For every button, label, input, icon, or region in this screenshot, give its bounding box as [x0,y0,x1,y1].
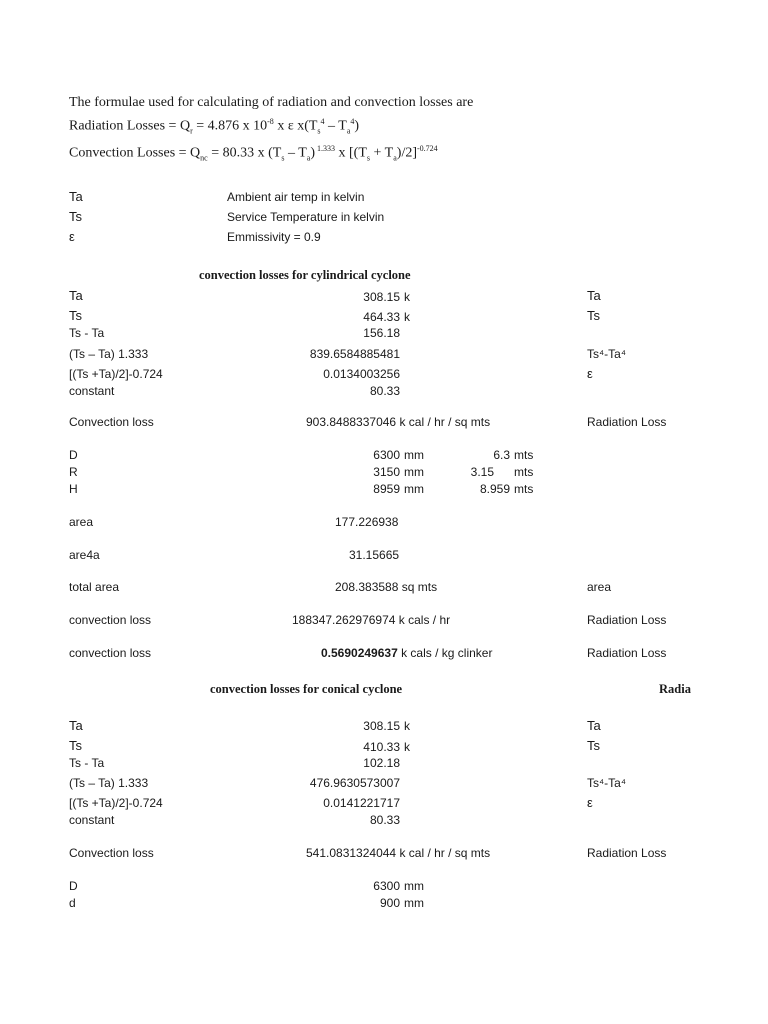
definition-description: Emmissivity = 0.9 [227,230,321,244]
dim-value: 6300 [373,879,400,893]
radiation-formula-prefix: Radiation Losses = Q [69,118,191,134]
row-label: [(Ts +Ta)/2]-0.724 [69,796,163,810]
convection-loss-unit: k cal / hr / sq mts [399,415,491,429]
convection-formula-text: – T [284,145,307,161]
row-value: 80.33 [369,384,400,398]
convection-formula-sub: a [306,153,311,163]
radiation-formula-text: x ε x(T [273,118,318,134]
row-label: (Ts – Ta) 1.333 [69,347,149,361]
radiation-loss-label: Radiation Loss [587,613,667,627]
row-unit: k [404,719,410,733]
dim-value: 6300 [373,448,400,462]
are4a-label: are4a [69,548,100,562]
total-area-value [335,580,437,594]
definition-symbol: Ts [69,209,82,224]
definition-description: Ambient air temp in kelvin [227,190,365,204]
radiation-formula-exp: 4 [320,117,325,126]
dim-unit: mm [404,896,424,910]
radiation-formula-exp: 4 [350,117,355,126]
radiation-loss-label: Radiation Loss [587,646,667,660]
dim-label: D [69,448,78,462]
row-unit: k [404,310,410,324]
convection-loss-kg-unit: k cals / kg clinker [401,646,493,660]
convection-formula-text: = 80.33 x (T [207,145,282,161]
right-label: ε [587,366,593,381]
convection-loss-number: 903.8488337046 [306,415,397,429]
radiation-formula-exp: -8 [267,117,274,126]
convection-loss-kg-number: 0.5690249637 [321,646,398,660]
radiation-formula-sub: r [190,126,193,136]
row-value: 308.15 [363,290,400,304]
section-title-conical: convection losses for conical cyclone [210,682,403,696]
convection-formula-text: ) [310,145,316,161]
convection-loss-kg-value [321,646,492,660]
right-label: Ts⁴-Ta⁴ [587,776,626,790]
intro-line: The formulae used for calculating of radiation and convection losses are [69,95,474,110]
convection-loss-kg-label: convection loss [69,646,152,660]
convection-formula-prefix: Convection Losses = Q [69,145,201,161]
convection-loss-label: Convection loss [69,415,154,429]
are4a-value: 31.15665 [349,548,400,562]
convection-loss-hr-number: 188347.262976974 [292,613,396,627]
convection-formula-text: x [(T [335,145,367,161]
area-value: 177.226938 [335,515,399,529]
dim-value: 900 [379,896,400,910]
row-value: 839.6584885481 [309,347,400,361]
radiation-formula-text: – T [324,118,347,134]
total-area-number: 208.383588 [335,580,399,594]
row-label: (Ts – Ta) 1.333 [69,776,149,790]
dim-unit: mm [404,448,424,462]
right-label: Ta [587,288,601,303]
section-title-cylindrical: convection losses for cylindrical cyclone [199,268,411,282]
total-area-unit: sq mts [401,580,438,594]
dim-label: d [69,896,76,910]
right-label: Ts [587,308,600,323]
right-label: Ts [587,738,600,753]
right-label: Ta [587,718,601,733]
dim-unit: mm [404,482,424,496]
dim-label: H [69,482,78,496]
radiation-loss-label: Radiation Loss [587,415,667,429]
dim-mts-unit: mts [514,482,534,496]
dim-unit: mm [404,465,424,479]
row-label: Ts [69,308,82,323]
row-label: constant [69,813,115,827]
row-label: Ta [69,288,83,303]
convection-formula-exp: -0.724 [417,144,438,153]
dim-label: R [69,465,78,479]
row-value: 410.33 [363,740,400,754]
convection-formula-sub: a [393,153,397,163]
dim-mts-unit: mts [514,465,534,479]
dim-value: 8959 [373,482,400,496]
row-value: 308.15 [363,719,400,733]
definition-symbol: ε [69,229,75,244]
convection-loss-label: Convection loss [69,846,154,860]
dim-mts: 6.3 [493,448,510,462]
row-value: 476.9630573007 [309,776,400,790]
convection-loss-number: 541.0831324044 [306,846,397,860]
dim-unit: mm [404,879,424,893]
dim-mts: 8.959 [479,482,510,496]
radiation-formula-sub: a [346,126,351,136]
convection-formula [69,144,438,162]
convection-loss-hr-label: convection loss [69,613,152,627]
convection-loss-hr-value [292,613,450,627]
convection-formula-text: + T [370,145,394,161]
row-value: 0.0141221717 [323,796,400,810]
dim-mts: 3.15 [470,465,494,479]
right-label: Ts⁴-Ta⁴ [587,347,626,361]
convection-formula-exp: 1.333 [315,144,336,153]
area-label: area [69,515,94,529]
radiation-formula-text: ) [354,118,360,134]
convection-loss-value [306,846,490,860]
row-value: 0.0134003256 [323,367,400,381]
convection-formula-sub: s [281,153,285,163]
row-label: Ta [69,718,83,733]
row-value: 102.18 [363,756,400,770]
row-value: 156.18 [363,326,400,340]
row-label: Ts - Ta [69,756,105,770]
dim-mts-unit: mts [514,448,534,462]
radiation-formula [69,117,359,135]
row-label: constant [69,384,115,398]
convection-loss-unit: k cal / hr / sq mts [399,846,491,860]
radiation-formula-sub: s [317,126,321,136]
definition-symbol: Ta [69,189,83,204]
row-label: [(Ts +Ta)/2]-0.724 [69,367,163,381]
convection-loss-hr-unit: k cals / hr [398,613,451,627]
row-value: 80.33 [369,813,400,827]
row-label: Ts - Ta [69,326,105,340]
dim-label: D [69,879,78,893]
right-label: ε [587,795,593,810]
section-title-radiation-truncated: Radia [659,682,691,696]
convection-loss-value [306,415,490,429]
row-unit: k [404,740,410,754]
dim-value: 3150 [373,465,400,479]
convection-formula-sub: nc [200,153,208,163]
row-value: 464.33 [363,310,400,324]
row-unit: k [404,290,410,304]
total-area-label: total area [69,580,120,594]
area-right-label: area [587,580,612,594]
definition-description: Service Temperature in kelvin [227,210,385,224]
radiation-formula-text: = 4.876 x 10 [192,118,268,134]
radiation-loss-label: Radiation Loss [587,846,667,860]
row-label: Ts [69,738,82,753]
convection-formula-sub: s [366,153,371,163]
convection-formula-text: )/2] [396,145,418,161]
